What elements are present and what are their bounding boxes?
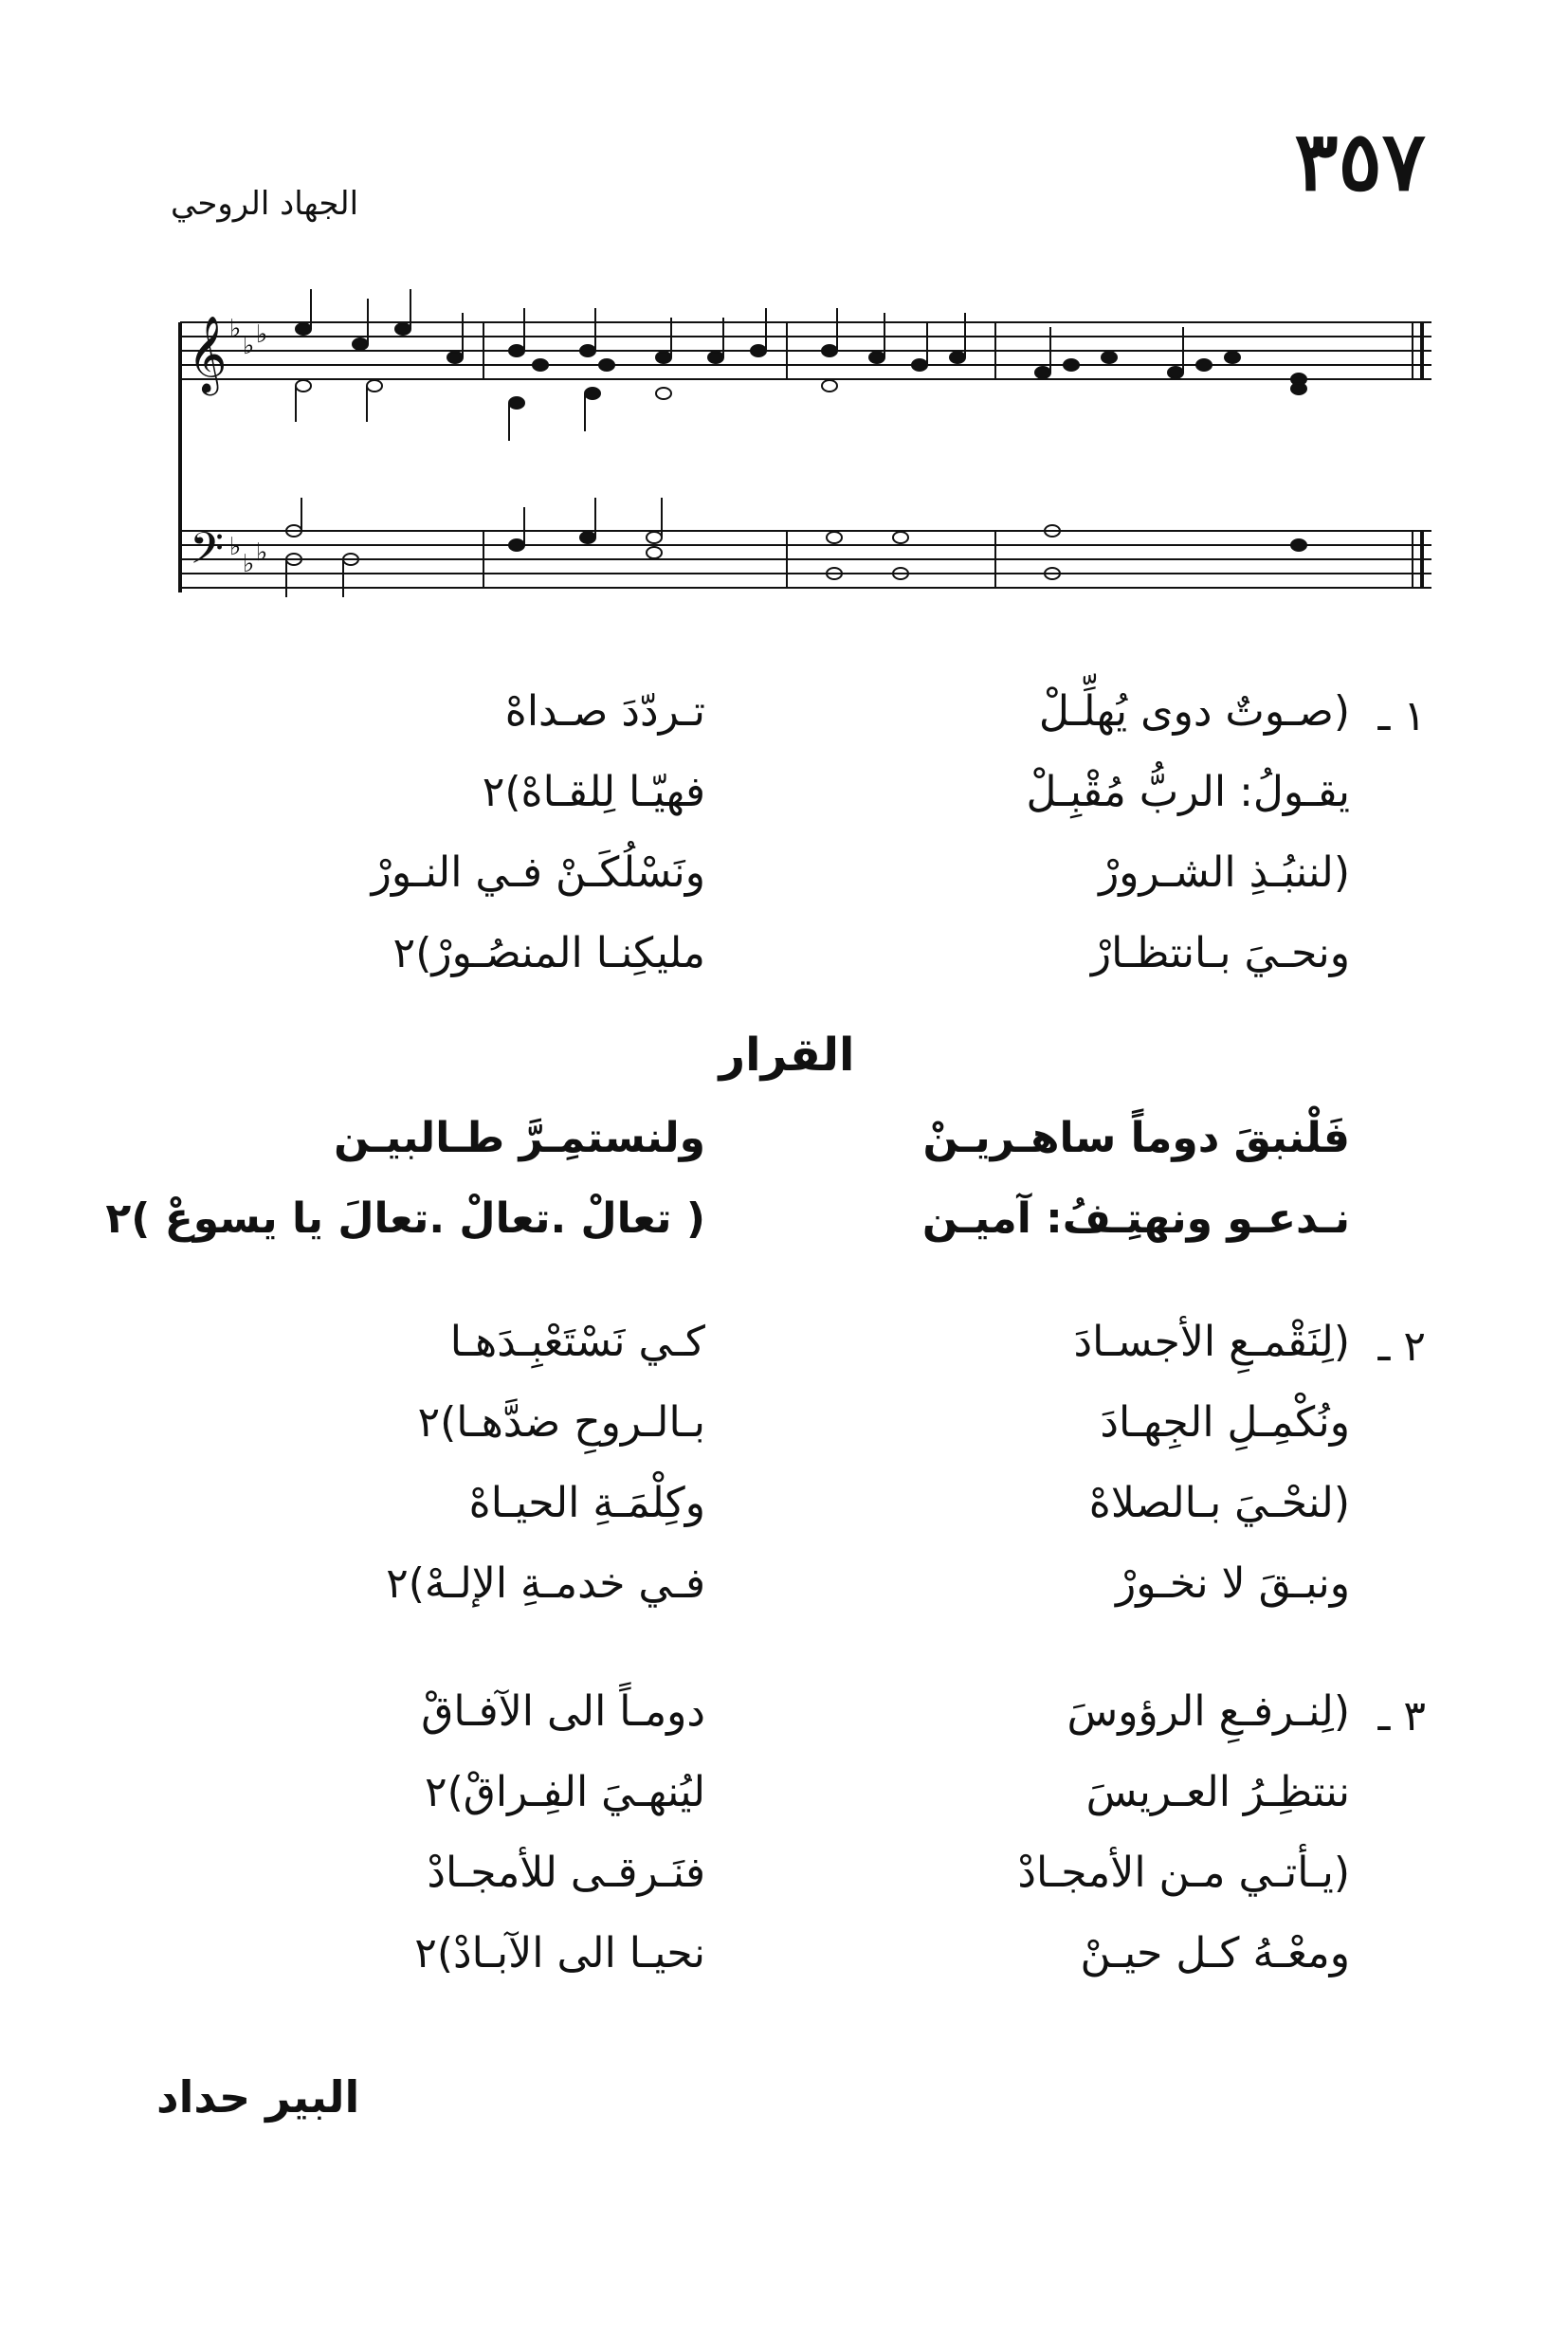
svg-text:♭: ♭ [229,533,242,561]
refrain-title: القرار [719,1029,855,1082]
verse-line: (صـوتٌ دوى يُهلِّـلْ [1038,687,1350,736]
verse-line: (لننبُـذِ الشـرورْ [1099,848,1350,897]
verse-line: ومعْـهُ كـل حيـنْ [1080,1929,1350,1977]
verse-line: ونبـقَ لا نخـورْ [1116,1559,1350,1608]
svg-text:♭: ♭ [229,315,242,343]
refrain-line: ( تعالْ .تعالْ .تعالَ يا يسوعْ )٢ [105,1194,705,1243]
verse-line: (لنحْـيَ بـالصلاهْ [1088,1479,1350,1527]
verse-line: (يـأتـي مـن الأمجـادْ [1017,1849,1350,1897]
verse-line: ليُنهـيَ الفِـراقْ)٢ [424,1768,705,1816]
verse-line: فهيّـا لِلقـاهْ)٢ [482,768,705,816]
section-title: الجهاد الروحي [171,185,359,223]
refrain-line: ولنستمِـرَّ طـالبيـن [334,1114,705,1162]
verse-line: كـي نَسْتَعْبِـدَهـا [449,1318,705,1366]
verse-line: بـالـروحِ ضدَّهـا)٢ [417,1398,705,1447]
verse-line: ونحـيَ بـانتظـارْ [1090,929,1350,977]
author-name: البير حداد [156,2071,360,2123]
verse-line: نحيـا الى الآبـادْ)٢ [414,1929,705,1977]
verse-line: ننتظِـرُ العـريسَ [1085,1768,1350,1816]
verse-number: ١ ـ [1377,692,1426,740]
verse-line: فنَـرقـى للأمجـادْ [427,1849,705,1897]
verse-line: يقـولُ: الربُّ مُقْبِـلْ [1026,768,1350,816]
verse-line: دومـاً الى الآفـاقْ [421,1687,705,1736]
verse-line: (لِنَقْمـعِ الأجسـادَ [1073,1318,1350,1366]
svg-text:♭: ♭ [256,320,268,349]
verse-line: ونُكْمِـلِ الجِهـادَ [1100,1398,1350,1447]
svg-text:𝄢: 𝄢 [190,523,225,585]
verse-line: (لِنـرفـعِ الرؤوسَ [1067,1687,1350,1736]
verse-line: ونَسْلُكَـنْ فـي النـورْ [371,848,705,897]
refrain-line: فَلْنبقَ دوماً ساهـريـنْ [922,1114,1350,1162]
music-score [171,270,1441,621]
verse-number: ٣ ـ [1377,1692,1426,1740]
svg-text:𝄞: 𝄞 [188,315,228,392]
page-number: ٣٥٧ [1294,114,1426,210]
svg-text:♭: ♭ [243,550,255,578]
verse-line: فـي خدمـةِ الإلـهْ)٢ [386,1559,705,1608]
verse-line: مليكِنـا المنصُـورْ)٢ [392,929,705,977]
verse-line: وكِلْمَـةِ الحيـاهْ [468,1479,705,1527]
refrain-line: نـدعـو ونهتِـفُ: آميـن [921,1194,1350,1243]
verse-number: ٢ ـ [1377,1322,1426,1371]
svg-text:♭: ♭ [243,332,255,360]
verse-line: تـردّدَ صـداهْ [504,687,705,736]
svg-text:♭: ♭ [256,538,268,567]
